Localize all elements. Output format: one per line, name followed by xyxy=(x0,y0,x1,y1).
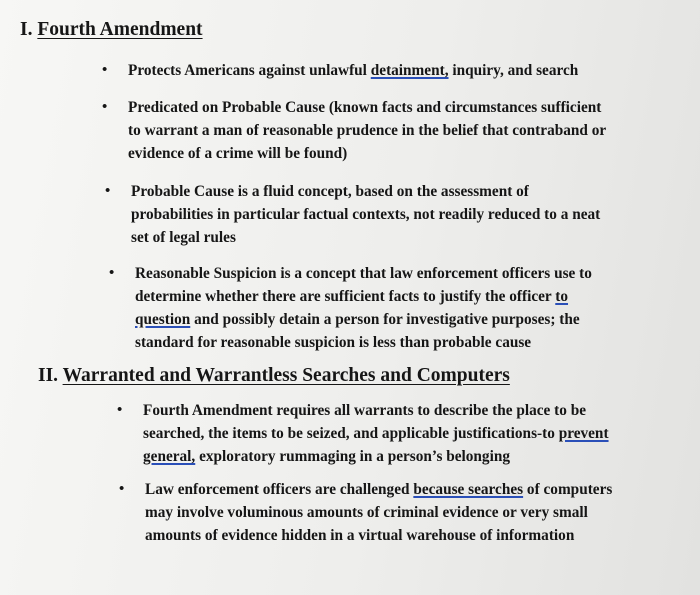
bullet-marker: • xyxy=(102,99,108,115)
bullet-line xyxy=(145,478,612,501)
bullet-line: may involve voluminous amounts of criminal evidence or very small xyxy=(145,504,588,521)
bullet-line xyxy=(128,59,578,82)
section-2-bullet-2 xyxy=(119,478,613,547)
bullet-marker: • xyxy=(102,62,108,78)
bullet-text: Protects Americans against unlawful xyxy=(128,62,371,79)
section-2-title: Warranted and Warrantless Searches and Computers xyxy=(62,365,510,386)
section-2-heading xyxy=(38,366,510,386)
section-1-title: Fourth Amendment xyxy=(37,19,203,40)
bullet-line: probabilities in particular factual contexts, not readily reduced to a neat xyxy=(131,206,601,223)
link-general[interactable]: general, xyxy=(143,448,196,465)
section-2-numeral: II. xyxy=(38,365,59,386)
section-1-heading xyxy=(20,20,203,40)
section-1-bullet-1 xyxy=(102,59,579,82)
section-1-bullet-2 xyxy=(102,96,607,165)
section-1-bullet-4 xyxy=(109,262,592,354)
section-1-numeral: I. xyxy=(20,19,33,40)
bullet-text: of computers xyxy=(523,481,613,498)
bullet-text: and possibly detain a person for investigative purposes; the xyxy=(190,311,580,328)
bullet-line: standard for reasonable suspicion is less than probable cause xyxy=(135,334,532,351)
bullet-text: exploratory rummaging in a person’s belonging xyxy=(195,448,510,465)
section-2-bullet-1 xyxy=(117,399,609,468)
bullet-line: set of legal rules xyxy=(131,229,236,246)
bullet-marker: • xyxy=(119,481,125,497)
bullet-marker: • xyxy=(105,183,111,199)
bullet-line: Predicated on Probable Cause (known facts and circumstances sufficient xyxy=(128,99,602,116)
link-because-searches[interactable]: because searches xyxy=(413,481,524,498)
bullet-line: Probable Cause is a fluid concept, based on the assessment of xyxy=(131,183,529,200)
bullet-text: inquiry, and search xyxy=(448,62,579,79)
bullet-line xyxy=(135,285,592,308)
link-to[interactable]: to xyxy=(555,288,569,305)
bullet-text: searched, the items to be seized, and applicable justifications-to xyxy=(143,425,559,442)
bullet-line xyxy=(135,308,592,331)
bullet-line: amounts of evidence hidden in a virtual warehouse of information xyxy=(145,527,575,544)
section-1-bullet-3 xyxy=(105,180,601,249)
bullet-line xyxy=(143,422,609,445)
bullet-line: Reasonable Suspicion is a concept that law enforcement officers use to xyxy=(135,265,592,282)
link-prevent[interactable]: prevent xyxy=(558,425,609,442)
bullet-text: determine whether there are sufficient facts to justify the officer xyxy=(135,288,556,305)
bullet-line: to warrant a man of reasonable prudence in the belief that contraband or xyxy=(128,122,607,139)
bullet-text: Law enforcement officers are challenged xyxy=(145,481,414,498)
bullet-line xyxy=(143,445,609,468)
link-detainment[interactable]: detainment, xyxy=(370,62,449,79)
bullet-line: evidence of a crime will be found) xyxy=(128,145,348,162)
bullet-marker: • xyxy=(117,402,123,418)
bullet-marker: • xyxy=(109,265,115,281)
link-question[interactable]: question xyxy=(135,311,191,328)
bullet-line: Fourth Amendment requires all warrants to describe the place to be xyxy=(143,402,586,419)
